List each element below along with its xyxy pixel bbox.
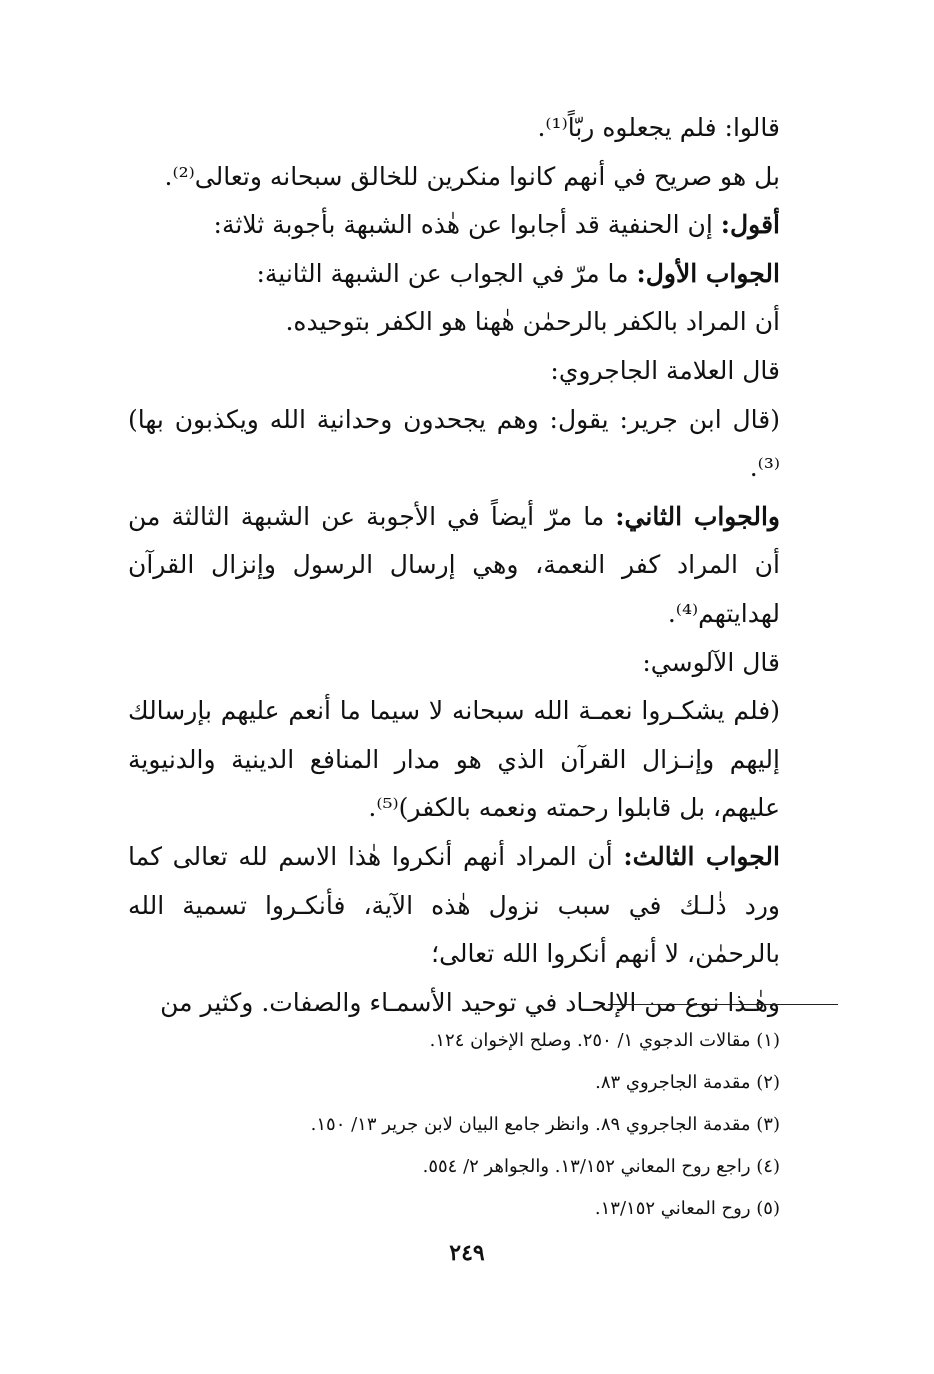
paragraph <box>128 396 780 493</box>
paragraph-lead: أقول: <box>720 210 780 240</box>
paragraph-lead: والجواب الثاني: <box>615 501 780 531</box>
paragraph-text: (فلم يشكـروا نعمـة الله سبحانه لا سيما ما أنعم عليهم بإرسالك إليهم وإنـزال القرآن الذي هو مدار المنافع الدينية والدنيوية عليهم، بل قابلوا رحمته ونعمه بالكفر)⁽⁵⁾. <box>128 696 780 823</box>
footnote: (٤) راجع روح المعاني ١٣/١٥٢. والجواهر ٢/ ٥٥٤. <box>422 1156 780 1177</box>
paragraph-text: وهٰـذا نوع من الإلحـاد في توحيد الأسمـاء والصفات. وكثير من <box>160 987 780 1017</box>
paragraph <box>128 493 780 639</box>
paragraph <box>128 833 780 979</box>
footnote: (١) مقالات الدجوي ١/ ٢٥٠. وصلح الإخوان ١٢٤. <box>429 1030 780 1051</box>
footnote: (٢) مقدمة الجاجروي ٨٣. <box>595 1072 780 1093</box>
paragraph <box>128 687 780 833</box>
paragraph-lead: الجواب الأول: <box>636 258 780 288</box>
paragraph <box>128 347 780 396</box>
paragraph-text: (قال ابن جرير: يقول: وهم يجحدون وحدانية الله ويكذبون بها)⁽³⁾. <box>128 404 780 483</box>
paragraph <box>128 298 780 347</box>
paragraph-text: بل هو صريح في أنهم كانوا منكرين للخالق سبحانه وتعالى⁽²⁾. <box>164 161 780 191</box>
paragraph-lead: الجواب الثالث: <box>623 841 780 871</box>
footnote-separator <box>608 1004 838 1005</box>
footnotes <box>128 1020 780 1230</box>
paragraph-text: أن المراد أنهم أنكروا هٰذا الاسم لله تعالى كما ورد ذٰلـك في سبب نزول هٰذه الآية، فأنكـروا تسمية الله بالرحمٰن، لا أنهم أنكروا الله تعالى؛ <box>128 841 780 969</box>
paragraph-text: ما مرّ أيضاً في الأجوبة عن الشبهة الثالثة من أن المراد كفر النعمة، وهي إرسال الرسول وإنزال القرآن لهدايتهم⁽⁴⁾. <box>128 501 780 628</box>
main-text <box>128 104 780 1027</box>
paragraph-text: قالوا: فلم يجعلوه ربّاً⁽¹⁾. <box>537 113 780 142</box>
paragraph-text: ما مرّ في الجواب عن الشبهة الثانية: <box>256 258 637 288</box>
footnote: (٣) مقدمة الجاجروي ٨٩. وانظر جامع البيان لابن جرير ١٣/ ١٥٠. <box>310 1114 780 1135</box>
paragraph <box>128 153 780 202</box>
paragraph-text: إن الحنفية قد أجابوا عن هٰذه الشبهة بأجوبة ثلاثة: <box>213 210 721 240</box>
paragraph-text: قال الآلوسي: <box>642 647 780 677</box>
footnote: (٥) روح المعاني ١٣/١٥٢. <box>594 1198 780 1219</box>
paragraph <box>128 250 780 299</box>
paragraph-text: قال العلامة الجاجروي: <box>550 355 780 385</box>
paragraph <box>128 104 780 153</box>
paragraph <box>128 201 780 250</box>
page-number: ٢٤٩ <box>449 1240 485 1266</box>
paragraph <box>128 639 780 688</box>
paragraph-text: أن المراد بالكفر بالرحمٰن هٰهنا هو الكفر بتوحيده. <box>285 307 780 337</box>
